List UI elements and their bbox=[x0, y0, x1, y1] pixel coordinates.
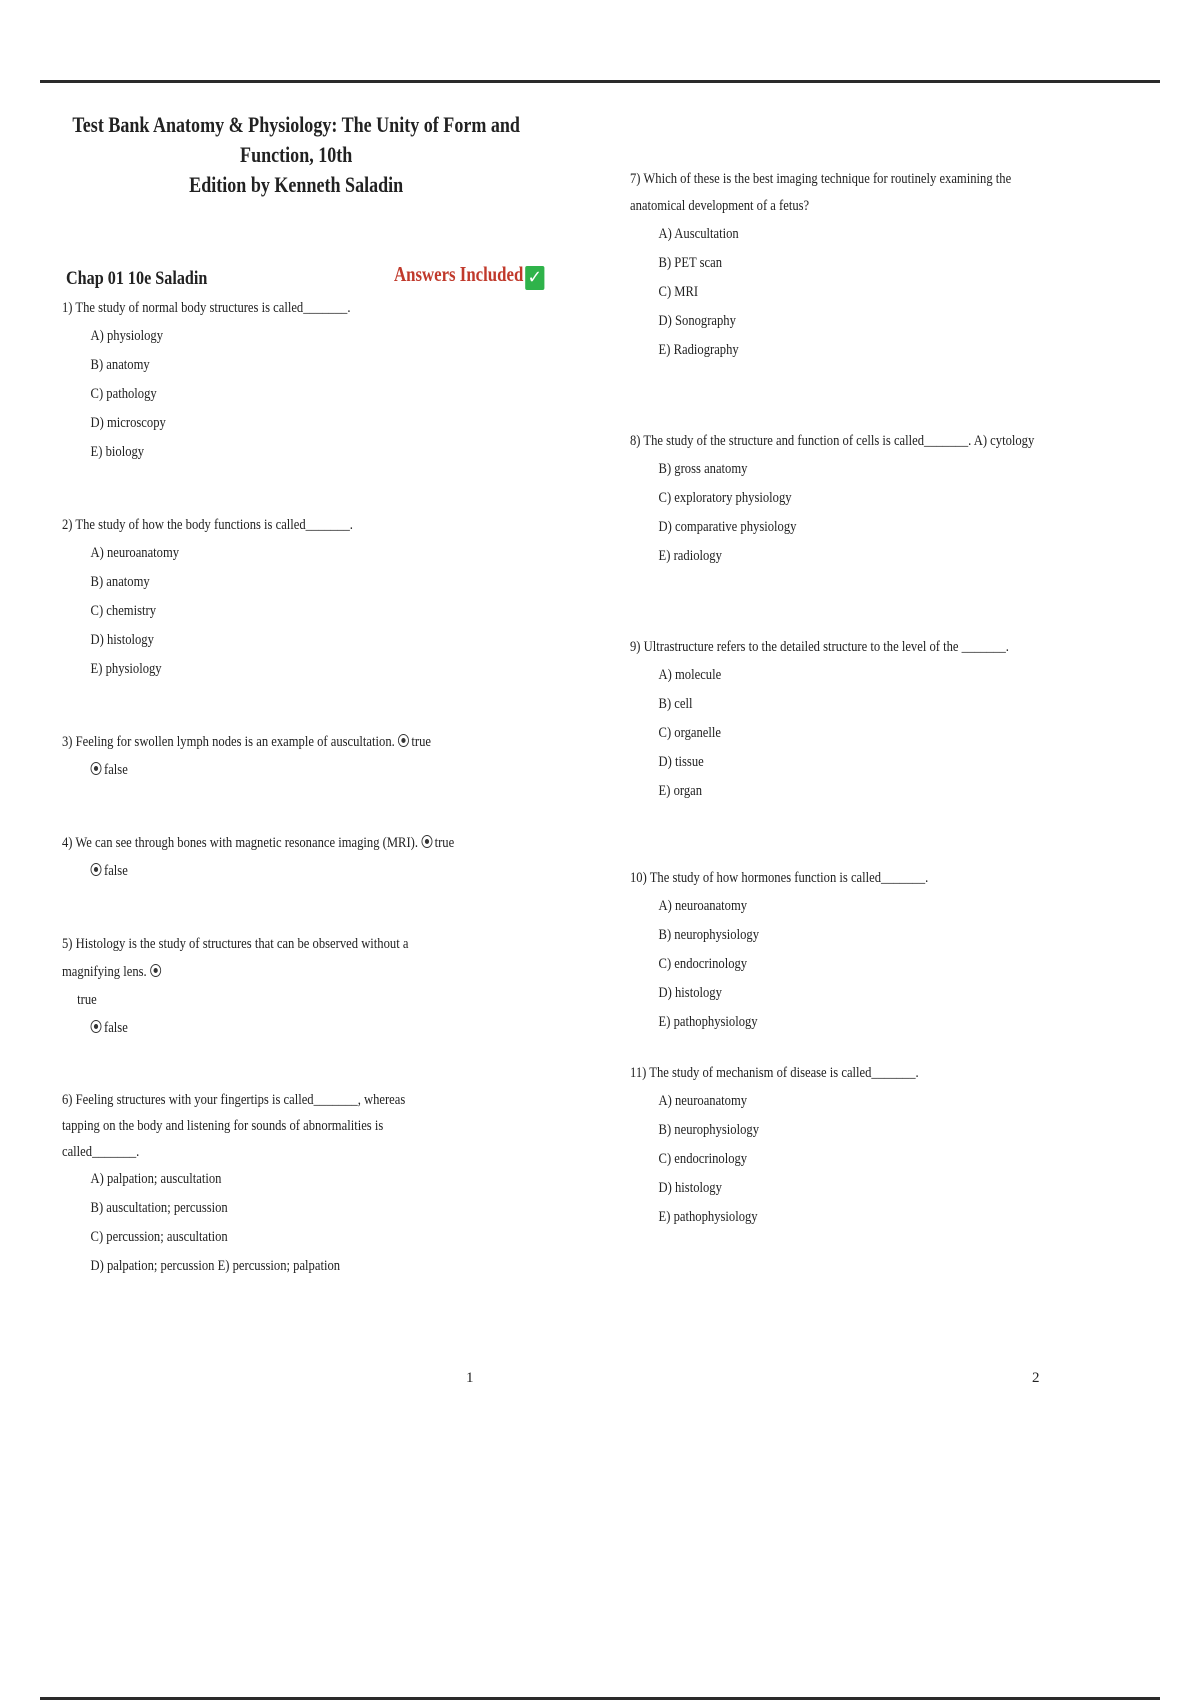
option[interactable]: A) palpation; auscultation bbox=[90, 1171, 222, 1187]
option[interactable]: C) endocrinology bbox=[658, 1151, 748, 1167]
question-5 bbox=[62, 930, 482, 1043]
question-stem: 5) Histology is the study of structures that can be observed without a magnifying lens. bbox=[62, 936, 409, 980]
radio-icon[interactable] bbox=[91, 1020, 102, 1033]
option-row[interactable] bbox=[91, 857, 482, 886]
answers-included-badge bbox=[394, 262, 543, 290]
option[interactable]: C) percussion; auscultation bbox=[90, 1229, 228, 1245]
option[interactable]: B) neurophysiology bbox=[658, 1122, 760, 1138]
option[interactable]: B) PET scan bbox=[658, 255, 723, 271]
question-1 bbox=[62, 294, 482, 467]
right-column bbox=[630, 166, 1170, 1232]
page-number-1: 1 bbox=[466, 1370, 474, 1386]
question-stem: 2) The study of how the body functions is called_______. bbox=[62, 517, 353, 533]
option[interactable]: E) organ bbox=[658, 783, 703, 799]
option[interactable]: A) physiology bbox=[90, 328, 164, 344]
chapter-row bbox=[42, 262, 562, 294]
left-column bbox=[42, 110, 562, 1281]
title-line-2: Edition by Kenneth Saladin bbox=[189, 172, 404, 197]
option[interactable]: C) pathology bbox=[90, 386, 157, 402]
question-stem-row bbox=[62, 829, 482, 857]
page-number-2: 2 bbox=[1032, 1370, 1040, 1386]
option-row[interactable] bbox=[91, 1014, 482, 1043]
tf-option-false[interactable]: false bbox=[104, 863, 128, 879]
answer-options bbox=[659, 892, 1084, 1037]
question-3 bbox=[62, 728, 482, 785]
option[interactable]: C) MRI bbox=[658, 284, 699, 300]
question-stem: 10) The study of how hormones function is called_______. bbox=[630, 870, 929, 886]
answer-options bbox=[91, 857, 482, 886]
option[interactable]: E) pathophysiology bbox=[658, 1209, 758, 1225]
answer-options bbox=[91, 539, 482, 684]
question-stem: 6) Feeling structures with your fingertips is called_______, whereas tapping on the body and listening for sounds of abnormalities is called_______. bbox=[62, 1092, 406, 1160]
question-6 bbox=[62, 1087, 482, 1281]
answer-options bbox=[659, 455, 1084, 571]
option[interactable]: D) histology bbox=[658, 985, 722, 1001]
option[interactable]: D) comparative physiology bbox=[658, 519, 797, 535]
option[interactable]: E) radiology bbox=[658, 548, 722, 564]
question-stem: 9) Ultrastructure refers to the detailed structure to the level of the _______. bbox=[630, 639, 1009, 655]
option[interactable]: E) physiology bbox=[90, 661, 162, 677]
option[interactable]: C) chemistry bbox=[90, 603, 157, 619]
question-4 bbox=[62, 829, 482, 886]
answer-options bbox=[91, 322, 482, 467]
option[interactable]: D) histology bbox=[658, 1180, 722, 1196]
tf-option-false[interactable]: false bbox=[104, 762, 128, 778]
answer-options bbox=[91, 756, 482, 785]
question-stem: 11) The study of mechanism of disease is called_______. bbox=[630, 1065, 919, 1081]
document-title bbox=[42, 110, 550, 200]
option-row[interactable] bbox=[91, 756, 482, 785]
checkmark-icon: ✓ bbox=[525, 266, 544, 290]
question-10 bbox=[630, 864, 1084, 1037]
question-stem: 1) The study of normal body structures is called_______. bbox=[62, 300, 351, 316]
option[interactable]: E) pathophysiology bbox=[658, 1014, 758, 1030]
option[interactable]: B) anatomy bbox=[90, 357, 150, 373]
question-stem-row bbox=[62, 930, 415, 1014]
option[interactable]: A) Auscultation bbox=[658, 226, 739, 242]
radio-icon[interactable] bbox=[150, 964, 161, 977]
radio-icon[interactable] bbox=[91, 762, 102, 775]
chapter-heading: Chap 01 10e Saladin bbox=[66, 268, 208, 289]
option[interactable]: C) organelle bbox=[658, 725, 721, 741]
question-9 bbox=[630, 633, 1084, 806]
tf-option-true[interactable]: true bbox=[434, 835, 455, 851]
option[interactable]: D) tissue bbox=[658, 754, 704, 770]
option[interactable]: B) auscultation; percussion bbox=[90, 1200, 228, 1216]
option[interactable]: B) gross anatomy bbox=[658, 461, 748, 477]
option[interactable]: D) Sonography bbox=[658, 313, 736, 329]
title-line-1: Test Bank Anatomy & Physiology: The Unity of Form and Function, 10th bbox=[72, 112, 520, 167]
option[interactable]: D) histology bbox=[90, 632, 154, 648]
option[interactable]: E) biology bbox=[90, 444, 145, 460]
question-stem-row bbox=[62, 728, 482, 756]
answer-options bbox=[91, 1014, 482, 1043]
option[interactable]: D) palpation; percussion E) percussion; palpation bbox=[90, 1258, 341, 1274]
question-stem: 8) The study of the structure and function of cells is called_______. A) cytology bbox=[630, 433, 1035, 449]
option[interactable]: C) exploratory physiology bbox=[658, 490, 792, 506]
tf-option-true[interactable]: true bbox=[77, 992, 97, 1008]
answer-options bbox=[659, 661, 1084, 806]
question-stem: 7) Which of these is the best imaging technique for routinely examining the anatomical development of a fetus? bbox=[630, 171, 1012, 214]
option[interactable]: C) endocrinology bbox=[658, 956, 748, 972]
option[interactable]: B) cell bbox=[658, 696, 693, 712]
answer-options bbox=[91, 1165, 482, 1281]
radio-icon[interactable] bbox=[91, 863, 102, 876]
tf-option-true[interactable]: true bbox=[411, 734, 431, 750]
option[interactable]: D) microscopy bbox=[90, 415, 166, 431]
question-stem: 3) Feeling for swollen lymph nodes is an example of auscultation. bbox=[62, 734, 395, 750]
question-stem: 4) We can see through bones with magnetic resonance imaging (MRI). bbox=[62, 835, 419, 851]
answer-options bbox=[659, 1087, 1084, 1232]
option[interactable]: B) neurophysiology bbox=[658, 927, 760, 943]
question-11 bbox=[630, 1059, 1084, 1232]
option[interactable]: A) neuroanatomy bbox=[658, 1093, 748, 1109]
tf-option-false[interactable]: false bbox=[104, 1020, 128, 1036]
top-rule bbox=[40, 80, 1160, 83]
option[interactable]: A) molecule bbox=[658, 667, 722, 683]
radio-icon[interactable] bbox=[421, 835, 432, 848]
option[interactable]: A) neuroanatomy bbox=[90, 545, 180, 561]
answer-options bbox=[659, 220, 1084, 365]
question-7 bbox=[630, 166, 1084, 365]
radio-icon[interactable] bbox=[398, 734, 409, 747]
question-8 bbox=[630, 427, 1084, 571]
option[interactable]: E) Radiography bbox=[658, 342, 739, 358]
question-2 bbox=[62, 511, 482, 684]
option[interactable]: B) anatomy bbox=[90, 574, 150, 590]
answers-included-label: Answers Included bbox=[394, 262, 524, 286]
option[interactable]: A) neuroanatomy bbox=[658, 898, 748, 914]
